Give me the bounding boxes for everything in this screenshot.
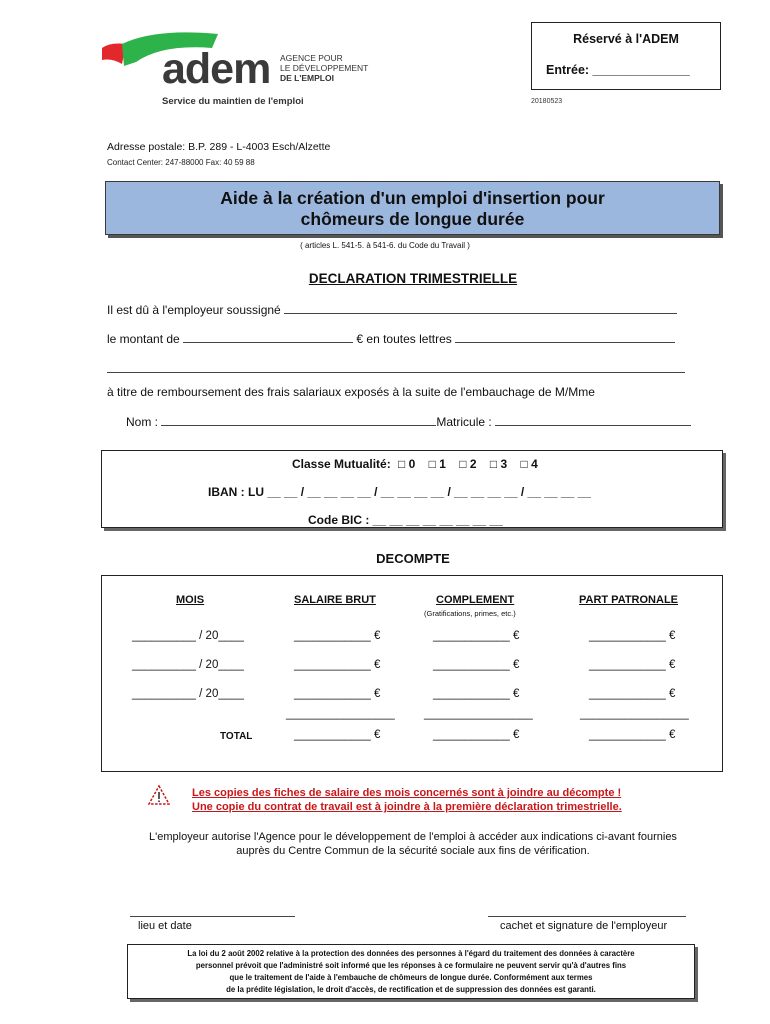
warning-text [192,786,622,814]
amount-words-continuation[interactable] [107,361,685,373]
warning-icon [148,785,170,805]
employer-row [107,302,677,317]
form-title-line: Aide à la création d'un emploi d'insertion pour [220,188,605,208]
bank-info-box [101,450,723,528]
legal-line: que le traitement de l'aide à l'embauche de chômeurs de longue durée. Conformément aux termes [229,973,593,982]
authorization-text [0,830,770,858]
total-label: TOTAL [220,731,253,742]
salary-input[interactable]: ____________ € [294,659,381,671]
complement-input[interactable]: ____________ € [433,659,520,671]
amount-words-input[interactable] [455,331,675,343]
legal-notice [127,944,695,999]
legal-line: de la prédite législation, le droit d'accès, de rectification et de suppression des données est garanti. [226,985,596,994]
decompte-table [101,575,723,772]
signature-input[interactable] [488,916,686,917]
mutualite-option-1[interactable]: □ 1 [428,457,446,471]
warning-line: Les copies des fiches de salaire des mois concernés sont à joindre au décompte ! [192,787,622,799]
decompte-title: DECOMPTE [376,551,450,566]
contact-info: Contact Center: 247-88000 Fax: 40 59 88 [107,158,255,167]
separator-line: _________________ [580,708,689,720]
salary-input[interactable]: ____________ € [294,688,381,700]
separator-line: _________________ [424,708,533,720]
entry-field[interactable]: Entrée: ______________ [546,63,690,77]
employer-label: Il est dû à l'employeur soussigné [107,303,281,317]
name-row [126,414,691,429]
logo-agency [280,53,368,83]
mutualite-label: Classe Mutualité: [292,457,391,471]
logo-agency-line: LE DÉVELOPPEMENT [280,63,369,73]
reserved-title: Réservé à l'ADEM [573,32,679,46]
logo-agency-line: AGENCE POUR [280,53,343,63]
mutualite-option-4[interactable]: □ 4 [520,457,538,471]
employer-input[interactable] [284,302,677,314]
signature-label: cachet et signature de l'employeur [500,920,668,932]
month-input[interactable]: __________ / 20____ [132,688,244,700]
matricule-input[interactable] [495,414,691,426]
matricule-label: Matricule : [436,415,492,429]
column-header-complement: COMPLEMENT [436,594,515,606]
postal-address: Adresse postale: B.P. 289 - L-4003 Esch/Alzette [107,141,331,153]
employer-part-input[interactable]: ____________ € [589,688,676,700]
iban-field[interactable]: IBAN : LU __ __ / __ __ __ __ / __ __ __ __ / __ __ __ __ / __ __ __ __ [208,485,591,499]
logo-agency-line: DE L'EMPLOI [280,73,334,83]
total-employer-part-input[interactable]: ____________ € [589,729,676,741]
complement-input[interactable]: ____________ € [433,688,520,700]
form-title [105,181,720,235]
mutualite-row [292,457,538,471]
amount-row [107,331,675,346]
mutualite-option-0[interactable]: □ 0 [398,457,416,471]
form-code: 20180523 [531,98,563,105]
salary-input[interactable]: ____________ € [294,630,381,642]
column-header-mois: MOIS [176,594,205,606]
total-complement-input[interactable]: ____________ € [433,729,520,741]
reimbursement-text: à titre de remboursement des frais salariaux exposés à la suite de l'embauchage de M/Mme [107,385,595,399]
name-input[interactable] [161,414,436,426]
place-date-input[interactable] [130,916,295,917]
logo-service: Service du maintien de l'emploi [162,96,304,107]
complement-note: (Gratifications, primes, etc.) [424,609,516,618]
bic-field[interactable]: Code BIC : __ __ __ __ __ __ __ __ [308,513,503,527]
warning-line: Une copie du contrat de travail est à joindre à la première déclaration trimestrielle. [192,801,622,813]
mutualite-option-2[interactable]: □ 2 [459,457,477,471]
place-date-label: lieu et date [138,920,192,932]
complement-input[interactable]: ____________ € [433,630,520,642]
column-header-part-patronale: PART PATRONALE [579,594,678,606]
logo-wordmark: adem [162,45,271,93]
name-label: Nom : [126,415,159,429]
form-title-line: chômeurs de longue durée [300,209,525,229]
declaration-title: DECLARATION TRIMESTRIELLE [308,271,518,286]
legal-line: personnel prévoit que l'administré soit informé que les réponses à ce formulaire ne peuvent servir qu'à d'autres fins [195,961,627,970]
amount-input[interactable] [183,331,353,343]
total-salary-input[interactable]: ____________ € [294,729,381,741]
reserved-box [531,22,721,90]
legal-line: La loi du 2 août 2002 relative à la protection des données des personnes à l'égard du traitement des données à caractère [187,949,635,958]
amount-label: le montant de [107,332,180,346]
mutualite-option-3[interactable]: □ 3 [489,457,508,471]
amount-suffix: € en toutes lettres [356,332,452,346]
month-input[interactable]: __________ / 20____ [132,659,244,671]
employer-part-input[interactable]: ____________ € [589,630,676,642]
employer-part-input[interactable]: ____________ € [589,659,676,671]
authorization-line: auprès du Centre Commun de la sécurité sociale aux fins de vérification. [236,845,590,857]
articles-reference: ( articles L. 541-5. à 541-6. du Code du Travail ) [300,241,470,250]
column-header-salaire: SALAIRE BRUT [294,594,376,606]
separator-line: _________________ [286,708,395,720]
authorization-line: L'employeur autorise l'Agence pour le développement de l'emploi à accéder aux indications ci-avant fournies [149,831,677,843]
month-input[interactable]: __________ / 20____ [132,630,244,642]
